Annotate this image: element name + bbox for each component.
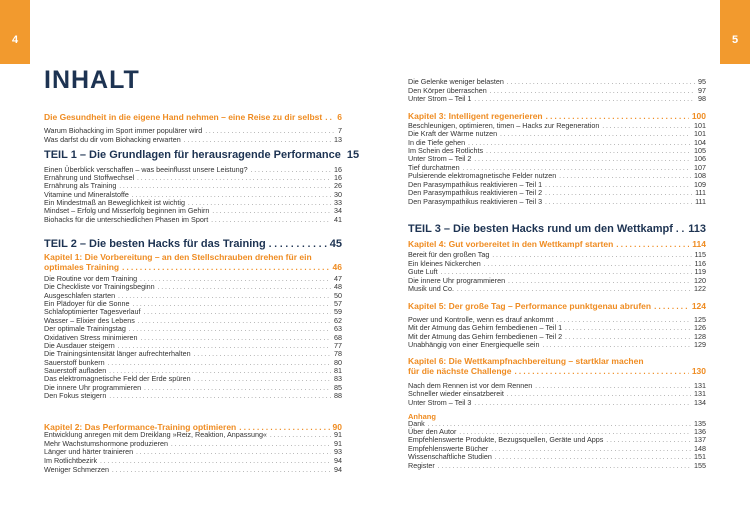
toc-entry[interactable] xyxy=(44,466,342,474)
toc-entry-title: Im Rotlichtbezirk xyxy=(44,456,98,465)
toc-entry-title: TEIL 2 – Die besten Hacks für das Training xyxy=(44,238,266,250)
toc-entry-title: Vitamine und Mineralstoffe xyxy=(44,190,129,199)
toc-page-number: 6 xyxy=(337,112,342,122)
toc-page-number: 30 xyxy=(334,190,342,199)
dot-leader xyxy=(676,223,685,233)
toc-entry[interactable] xyxy=(44,308,342,316)
toc-page-number: 151 xyxy=(694,452,706,461)
toc-page-number: 137 xyxy=(694,435,706,444)
toc-entry-title: Oxidativen Stress minimieren xyxy=(44,333,138,342)
toc-page-number: 128 xyxy=(694,332,706,341)
toc-page-number: 131 xyxy=(694,389,706,398)
dot-leader xyxy=(119,183,331,189)
toc-entry[interactable] xyxy=(408,78,706,86)
toc-entry-title: Den Körper überraschen xyxy=(408,86,487,95)
dot-leader xyxy=(602,123,691,129)
section-label: Anhang xyxy=(408,412,436,421)
toc-entry-title: Empfehlenswerte Produkte, Bezugsquellen, Geräte und Apps xyxy=(408,435,604,444)
toc-entry[interactable] xyxy=(44,350,342,358)
dot-leader xyxy=(507,79,695,85)
toc-entry-title: Weniger Schmerzen xyxy=(44,465,109,474)
toc-entry-title: Den Fokus steigern xyxy=(44,391,107,400)
toc-entry-title: Mit der Atmung das Gehirn fernbedienen – Teil 2 xyxy=(408,332,563,341)
toc-entry-title: Mit der Atmung das Gehirn fernbedienen – Teil 1 xyxy=(408,323,563,332)
dot-leader xyxy=(194,351,331,357)
toc-page-number: 16 xyxy=(334,165,342,174)
toc-entry-title: Die Checkliste vor Trainingsbeginn xyxy=(44,282,155,291)
toc-entry[interactable] xyxy=(408,95,706,103)
toc-entry-title: Die Trainingsintensität länger aufrechterhalten xyxy=(44,349,191,358)
toc-page-number: 122 xyxy=(694,284,706,293)
dot-leader xyxy=(542,342,691,348)
toc-page-number: 91 xyxy=(334,430,342,439)
dot-leader xyxy=(109,393,331,399)
toc-entry-title: Die Kraft der Wärme nutzen xyxy=(408,129,498,138)
dot-leader xyxy=(556,317,691,323)
toc-chapter-entry[interactable] xyxy=(408,301,706,311)
toc-entry-title: Sauerstoff aufladen xyxy=(44,366,107,375)
dot-leader xyxy=(474,96,695,102)
dot-leader xyxy=(136,449,331,455)
toc-entry-title: Power und Kontrolle, wenn es drauf ankommt xyxy=(408,315,554,324)
toc-page-number: 63 xyxy=(334,324,342,333)
dot-leader xyxy=(441,269,692,275)
toc-entry-title: Mindset – Erfolg und Misserfolg beginnen im Gehirn xyxy=(44,206,210,215)
dot-leader xyxy=(108,360,331,366)
toc-entry-title: Musik und Co. xyxy=(408,284,454,293)
toc-entry-title: Den Parasympathikus reaktivieren – Teil 2 xyxy=(408,188,543,197)
toc-entry[interactable] xyxy=(44,127,342,135)
dot-leader xyxy=(468,140,691,146)
toc-entry-title: Wissenschaftliche Studien xyxy=(408,452,492,461)
toc-entry-title: Nach dem Rennen ist vor dem Rennen xyxy=(408,381,533,390)
toc-entry-title: Warum Biohacking im Sport immer populärer wird xyxy=(44,126,203,135)
toc-entry-title: Bereit für den großen Tag xyxy=(408,250,490,259)
toc-entry-title: Register xyxy=(408,461,435,470)
toc-page-number: 41 xyxy=(334,215,342,224)
toc-page-number: 116 xyxy=(694,259,706,268)
toc-page-number: 115 xyxy=(694,250,706,259)
toc-entry-title: Die innere Uhr programmieren xyxy=(408,276,506,285)
toc-entry[interactable] xyxy=(44,375,342,383)
dot-leader xyxy=(457,286,691,292)
dot-leader xyxy=(171,441,331,447)
toc-entry-title: Unabhängig von einer Energiequelle sein xyxy=(408,340,540,349)
toc-entry-title: Dank xyxy=(408,419,425,428)
toc-entry[interactable] xyxy=(44,182,342,190)
toc-entry-title: Empfehlenswerte Bücher xyxy=(408,444,489,453)
toc-page-number: 134 xyxy=(694,398,706,407)
toc-page-number: 107 xyxy=(694,163,706,172)
toc-page-number: 101 xyxy=(694,129,706,138)
toc-page-number: 16 xyxy=(334,173,342,182)
toc-page-number: 111 xyxy=(695,188,706,197)
dot-leader xyxy=(535,383,691,389)
toc-chapter-line: Kapitel 6: Die Wettkampfnachbereitung – startklar machen xyxy=(408,356,644,366)
dot-leader xyxy=(545,199,692,205)
toc-entry[interactable] xyxy=(44,136,342,144)
toc-page-number: 13 xyxy=(334,135,342,144)
toc-page-number: 125 xyxy=(694,315,706,324)
dot-leader xyxy=(251,167,331,173)
toc-entry[interactable] xyxy=(408,130,706,138)
toc-entry-title: Mehr Wachstumshormone produzieren xyxy=(44,439,168,448)
dot-leader xyxy=(559,173,691,179)
toc-entry[interactable] xyxy=(44,448,342,456)
dot-leader xyxy=(438,463,691,469)
toc-entry-title: Gute Luft xyxy=(408,267,438,276)
dot-leader xyxy=(491,446,691,452)
toc-entry-title: Kapitel 3: Intelligent regenerieren xyxy=(408,111,543,121)
toc-page-number: 126 xyxy=(694,323,706,332)
toc-entry-title: Ausgeschlafen starten xyxy=(44,291,116,300)
dot-leader xyxy=(184,137,331,143)
toc-page-number: 91 xyxy=(334,439,342,448)
toc-page-number: 80 xyxy=(334,358,342,367)
dot-leader xyxy=(100,458,331,464)
toc-entry-title: Pulsierende elektromagnetische Felder nutzen xyxy=(408,171,557,180)
toc-entry[interactable] xyxy=(408,172,706,180)
toc-page-number: 33 xyxy=(334,198,342,207)
toc-page-number: 45 xyxy=(329,238,342,250)
toc-entry-title: Ein Plädoyer für die Sonne xyxy=(44,299,130,308)
toc-page-number: 46 xyxy=(332,262,342,272)
toc-entry[interactable] xyxy=(408,436,706,444)
toc-entry[interactable] xyxy=(408,268,706,276)
toc-entry[interactable] xyxy=(408,390,706,398)
toc-page-number: 101 xyxy=(694,121,706,130)
dot-leader xyxy=(616,240,689,248)
toc-entry[interactable] xyxy=(408,341,706,349)
toc-entry-title: Den Parasympathikus reaktivieren – Teil 1 xyxy=(408,180,543,189)
toc-entry-title: Der optimale Trainingstag xyxy=(44,324,126,333)
toc-page-number: 104 xyxy=(694,138,706,147)
toc-page-number: 48 xyxy=(334,282,342,291)
toc-entry-title: Ernährung als Training xyxy=(44,181,117,190)
toc-entry-title: Kapitel 5: Der große Tag – Performance punktgenau abrufen xyxy=(408,301,652,311)
toc-entry[interactable] xyxy=(408,399,706,407)
toc-entry-title: TEIL 1 – Die Grundlagen für herausragende Performance xyxy=(44,149,341,161)
toc-entry-title: Das elektromagnetische Feld der Erde spüren xyxy=(44,374,191,383)
toc-entry-title: Im Schein des Rotlichts xyxy=(408,146,484,155)
toc-chapter-entry[interactable] xyxy=(44,112,342,122)
toc-page-number: 34 xyxy=(334,206,342,215)
toc-entry-title: Beschleunigen, optimieren, timen – Hacks zur Regeneration xyxy=(408,121,600,130)
toc-page-number: 109 xyxy=(694,180,706,189)
dot-leader xyxy=(500,131,691,137)
dot-leader xyxy=(212,208,331,214)
toc-page-number: 47 xyxy=(334,274,342,283)
toc-entry-title: Einen Überblick verschaffen – was beeinflusst unsere Leistung? xyxy=(44,165,248,174)
toc-entry-title: In die Tiefe gehen xyxy=(408,138,466,147)
toc-part-entry[interactable] xyxy=(44,149,360,162)
toc-entry[interactable] xyxy=(408,198,706,206)
toc-entry[interactable] xyxy=(408,155,706,163)
dot-leader xyxy=(140,335,331,341)
dot-leader xyxy=(495,454,691,460)
toc-part-entry[interactable] xyxy=(408,223,706,236)
toc-page-number: 111 xyxy=(695,197,706,206)
toc-entry[interactable] xyxy=(408,260,706,268)
toc-entry-title: Den Parasympathikus reaktivieren – Teil 3 xyxy=(408,197,543,206)
toc-entry-title: für die nächste Challenge xyxy=(408,366,512,376)
toc-page-number: 77 xyxy=(334,341,342,350)
page-number-tab-right xyxy=(720,0,750,64)
toc-page-number: 106 xyxy=(694,154,706,163)
toc-chapter-entry[interactable] xyxy=(408,111,706,121)
toc-page-number: 131 xyxy=(694,381,706,390)
toc-page-number: 15 xyxy=(346,149,360,161)
toc-entry-title: Biohacks für die unterschiedlichen Phasen im Sport xyxy=(44,215,209,224)
dot-leader xyxy=(144,309,331,315)
toc-chapter-line: Kapitel 1: Die Vorbereitung – an den Stellschrauben drehen für ein xyxy=(44,252,312,262)
page-title: INHALT xyxy=(44,66,140,94)
dot-leader xyxy=(486,148,691,154)
toc-entry[interactable] xyxy=(44,457,342,465)
toc-page-number: 97 xyxy=(698,86,706,95)
dot-leader xyxy=(270,432,331,438)
toc-page-number: 88 xyxy=(334,391,342,400)
toc-entry-title: Unter Strom – Teil 1 xyxy=(408,94,472,103)
dot-leader xyxy=(194,376,331,382)
toc-entry[interactable] xyxy=(408,189,706,197)
dot-leader xyxy=(140,276,331,282)
toc-page-number: 83 xyxy=(334,374,342,383)
toc-page-number: 100 xyxy=(691,111,706,121)
toc-entry-title: Länger und härter trainieren xyxy=(44,447,134,456)
toc-page-number: 98 xyxy=(698,94,706,103)
dot-leader xyxy=(129,326,331,332)
dot-leader xyxy=(565,334,691,340)
toc-entry[interactable] xyxy=(44,283,342,291)
toc-page-number: 94 xyxy=(334,465,342,474)
dot-leader xyxy=(138,318,331,324)
dot-leader xyxy=(492,252,691,258)
toc-entry-title: Die Gesundheit in die eigene Hand nehmen – eine Reise zu dir selbst xyxy=(44,112,323,122)
toc-chapter-entry[interactable] xyxy=(44,262,342,272)
dot-leader xyxy=(188,200,331,206)
dot-leader xyxy=(428,421,691,427)
toc-page-number: 119 xyxy=(694,267,706,276)
toc-entry[interactable] xyxy=(408,251,706,259)
toc-entry-title: Die Gelenke weniger belasten xyxy=(408,77,504,86)
toc-page-number: 136 xyxy=(694,427,706,436)
toc-entry[interactable] xyxy=(44,216,342,224)
toc-entry-title: Ein Mindestmaß an Beweglichkeit ist wichtig xyxy=(44,198,186,207)
toc-entry-title: Ein kleines Nickerchen xyxy=(408,259,481,268)
toc-entry-title: Schneller wieder einsatzbereit xyxy=(408,389,504,398)
toc-entry-title: Die Ausdauer steigern xyxy=(44,341,115,350)
toc-page-number: 130 xyxy=(691,366,706,376)
dot-leader xyxy=(606,437,691,443)
toc-entry-title: Entwicklung anregen mit dem Dreiklang »Reiz, Reaktion, Anpassung« xyxy=(44,430,267,439)
toc-entry-title: TEIL 3 – Die besten Hacks rund um den Wettkampf xyxy=(408,223,673,235)
toc-page-number: 148 xyxy=(694,444,706,453)
toc-entry-title: Schlafoptimierter Tagesverlauf xyxy=(44,307,141,316)
toc-page-number: 90 xyxy=(332,422,342,432)
dot-leader xyxy=(565,325,691,331)
dot-leader xyxy=(474,400,691,406)
dot-leader xyxy=(545,190,692,196)
toc-entry-title: Unter Strom – Teil 3 xyxy=(408,398,472,407)
page-number-tab-left xyxy=(0,0,30,64)
toc-entry[interactable] xyxy=(408,453,706,461)
toc-entry[interactable] xyxy=(408,324,706,332)
toc-entry-title: Die Routine vor dem Training xyxy=(44,274,138,283)
toc-page-number: 113 xyxy=(688,223,706,235)
dot-leader xyxy=(490,88,695,94)
page-number-right: 5 xyxy=(731,34,739,46)
dot-leader xyxy=(474,156,691,162)
toc-part-entry[interactable] xyxy=(44,238,342,251)
toc-entry-title: Unter Strom – Teil 2 xyxy=(408,154,472,163)
dot-leader xyxy=(122,263,329,271)
toc-page-number: 120 xyxy=(694,276,706,285)
toc-page-number: 135 xyxy=(694,419,706,428)
toc-entry-title: Sauerstoff bunkern xyxy=(44,358,105,367)
dot-leader xyxy=(654,302,689,310)
dot-leader xyxy=(269,238,327,248)
dot-leader xyxy=(545,182,691,188)
dot-leader xyxy=(133,301,331,307)
toc-entry[interactable] xyxy=(44,207,342,215)
dot-leader xyxy=(484,261,692,267)
toc-entry[interactable] xyxy=(44,392,342,400)
toc-entry-title: optimales Training xyxy=(44,262,120,272)
dot-leader xyxy=(205,128,335,134)
toc-page-number: 155 xyxy=(694,461,706,470)
dot-leader xyxy=(211,217,331,223)
dot-leader xyxy=(546,112,689,120)
toc-page-number: 68 xyxy=(334,333,342,342)
toc-page-number: 85 xyxy=(334,383,342,392)
toc-entry[interactable] xyxy=(408,462,706,470)
toc-page-number: 81 xyxy=(334,366,342,375)
toc-page-number: 50 xyxy=(334,291,342,300)
toc-page-number: 57 xyxy=(334,299,342,308)
toc-entry[interactable] xyxy=(408,285,706,293)
toc-page-number: 124 xyxy=(691,301,706,311)
toc-entry-title: Wasser – Elixier des Lebens xyxy=(44,316,135,325)
toc-entry-title: Tief durchatmen xyxy=(408,163,460,172)
toc-page-number: 129 xyxy=(694,340,706,349)
page-number-left: 4 xyxy=(11,34,19,46)
toc-chapter-entry[interactable] xyxy=(408,239,706,249)
toc-page-number: 78 xyxy=(334,349,342,358)
toc-page-number: 108 xyxy=(694,171,706,180)
toc-entry-title: Kapitel 4: Gut vorbereitet in den Wettkampf starten xyxy=(408,239,614,249)
toc-entry-title: Ernährung und Stoffwechsel xyxy=(44,173,135,182)
dot-leader xyxy=(507,391,691,397)
dot-leader xyxy=(158,284,331,290)
dot-leader xyxy=(144,385,331,391)
toc-entry[interactable] xyxy=(44,325,342,333)
toc-page-number: 114 xyxy=(692,239,706,249)
toc-entry-title: Was darfst du dir vom Biohacking erwarten xyxy=(44,135,181,144)
toc-page-number: 95 xyxy=(698,77,706,86)
toc-page-number: 59 xyxy=(334,307,342,316)
toc-entry-title: Kapitel 2: Das Performance-Training optimieren xyxy=(44,422,237,432)
toc-entry-title: Die innere Uhr programmieren xyxy=(44,383,142,392)
toc-page-number: 7 xyxy=(338,126,342,135)
toc-entry[interactable] xyxy=(44,431,342,439)
dot-leader xyxy=(118,293,331,299)
toc-page-number: 94 xyxy=(334,456,342,465)
dot-leader xyxy=(508,278,691,284)
toc-page-number: 26 xyxy=(334,181,342,190)
toc-page-number: 62 xyxy=(334,316,342,325)
dot-leader xyxy=(325,113,334,121)
toc-chapter-entry[interactable] xyxy=(408,366,706,376)
toc-page-number: 105 xyxy=(694,146,706,155)
toc-page-number: 93 xyxy=(334,447,342,456)
dot-leader xyxy=(112,467,331,473)
dot-leader xyxy=(137,175,331,181)
toc-entry-title: Über den Autor xyxy=(408,427,457,436)
dot-leader xyxy=(514,367,688,375)
